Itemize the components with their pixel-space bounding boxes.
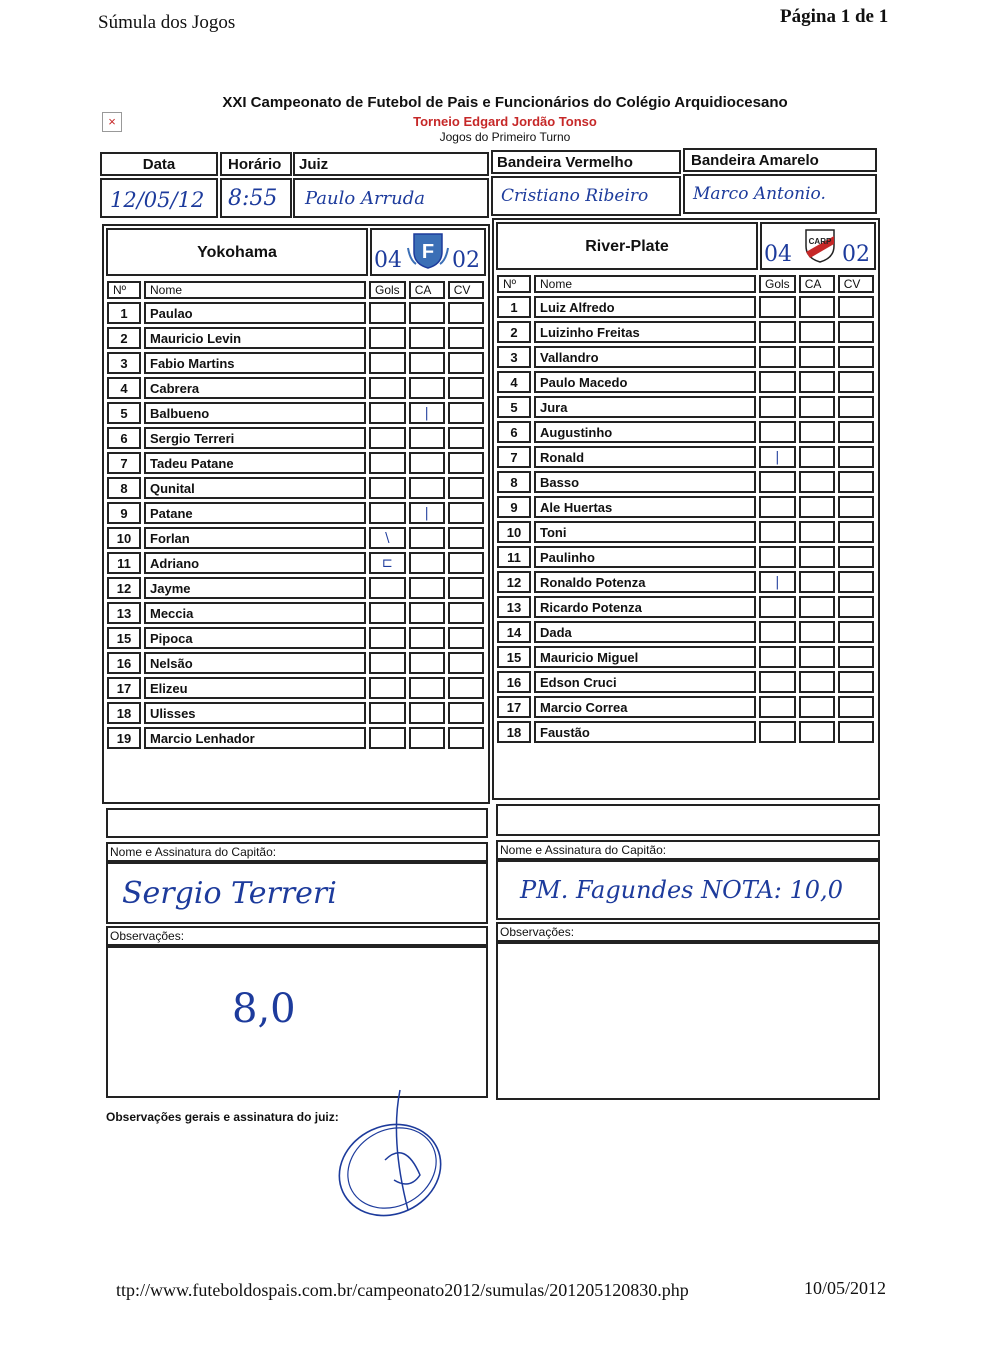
away-obs-label-cell	[496, 922, 880, 942]
red-card-cell	[838, 346, 874, 368]
red-card-cell	[838, 721, 874, 743]
player-number: 5	[497, 396, 531, 418]
table-row	[107, 552, 484, 574]
player-number: 2	[107, 327, 141, 349]
player-name: Augustinho	[534, 421, 756, 443]
table-row	[107, 652, 484, 674]
table-row	[497, 646, 874, 668]
col-goals: Gols	[759, 275, 796, 293]
table-row	[497, 396, 874, 418]
player-name: Ronald	[534, 446, 756, 468]
red-card-cell	[838, 421, 874, 443]
table-row	[107, 627, 484, 649]
red-flag-value-cell	[491, 176, 681, 216]
table-row	[497, 496, 874, 518]
table-row	[107, 402, 484, 424]
goals-cell	[759, 546, 796, 568]
player-name: Edson Cruci	[534, 671, 756, 693]
goals-cell	[369, 577, 406, 599]
home-team-name: Yokohama	[197, 244, 277, 261]
player-number: 12	[107, 577, 141, 599]
red-card-cell	[448, 302, 484, 324]
goals-cell	[759, 646, 796, 668]
goals-cell	[759, 421, 796, 443]
goals-cell	[759, 296, 796, 318]
player-number: 16	[107, 652, 141, 674]
table-row	[107, 452, 484, 474]
goals-cell	[369, 702, 406, 724]
goals-cell: ⊏	[369, 552, 406, 574]
player-name: Adriano	[144, 552, 366, 574]
col-ca: CA	[409, 281, 445, 299]
goals-cell: |	[759, 446, 796, 468]
red-card-cell	[448, 652, 484, 674]
red-card-cell	[838, 671, 874, 693]
table-row	[497, 671, 874, 693]
red-card-cell	[838, 621, 874, 643]
yellow-card-cell	[409, 352, 445, 374]
away-captain-signature-cell	[496, 860, 880, 920]
date-value-cell	[100, 178, 218, 218]
table-row	[497, 471, 874, 493]
player-name: Vallandro	[534, 346, 756, 368]
player-name: Dada	[534, 621, 756, 643]
yellow-card-cell	[409, 377, 445, 399]
player-number: 18	[497, 721, 531, 743]
away-score-cell	[760, 222, 876, 270]
red-card-cell	[838, 571, 874, 593]
yellow-card-cell: |	[409, 502, 445, 524]
yellow-card-cell	[409, 427, 445, 449]
player-name: Luizinho Freitas	[534, 321, 756, 343]
home-obs-value: 8,0	[232, 986, 296, 1032]
away-captain-signature: PM. Fagundes NOTA: 10,0	[520, 876, 843, 904]
table-row	[107, 477, 484, 499]
red-card-cell	[448, 427, 484, 449]
date-label-cell	[100, 152, 218, 176]
red-card-cell	[448, 327, 484, 349]
yellow-card-cell	[799, 321, 835, 343]
away-obs-cell	[496, 942, 880, 1100]
red-card-cell	[448, 502, 484, 524]
red-card-cell	[838, 521, 874, 543]
col-num: Nº	[107, 281, 141, 299]
table-row	[497, 621, 874, 643]
home-captain-label: Nome e Assinatura do Capitão:	[110, 845, 277, 859]
player-number: 14	[497, 621, 531, 643]
red-card-cell	[448, 527, 484, 549]
goals-cell	[369, 477, 406, 499]
goals-cell	[759, 721, 796, 743]
away-score-left: 04	[764, 242, 792, 267]
player-name: Ronaldo Potenza	[534, 571, 756, 593]
time-label: Horário	[228, 156, 282, 173]
table-row	[107, 727, 484, 749]
red-card-cell	[448, 702, 484, 724]
yellow-card-cell	[799, 646, 835, 668]
svg-text:CARP: CARP	[808, 237, 832, 246]
table-row	[107, 677, 484, 699]
goals-cell	[369, 627, 406, 649]
away-captain-label: Nome e Assinatura do Capitão:	[500, 843, 667, 857]
referee-label-cell	[293, 152, 489, 176]
player-name: Marcio Lenhador	[144, 727, 366, 749]
tournament-title: Torneio Edgard Jordão Tonso	[413, 114, 597, 129]
player-number: 13	[497, 596, 531, 618]
table-row	[107, 577, 484, 599]
player-number: 16	[497, 671, 531, 693]
player-number: 8	[497, 471, 531, 493]
yellow-card-cell	[409, 602, 445, 624]
player-name: Elizeu	[144, 677, 366, 699]
col-cv: CV	[838, 275, 874, 293]
red-card-cell	[448, 352, 484, 374]
yellow-card-cell	[409, 527, 445, 549]
table-row	[107, 377, 484, 399]
red-card-cell	[448, 602, 484, 624]
player-number: 2	[497, 321, 531, 343]
yellow-card-cell	[409, 302, 445, 324]
player-number: 1	[497, 296, 531, 318]
goals-cell	[759, 371, 796, 393]
yellow-card-cell: |	[409, 402, 445, 424]
yellow-card-cell	[799, 571, 835, 593]
player-number: 4	[497, 371, 531, 393]
away-table-header	[497, 275, 874, 293]
goals-cell	[759, 521, 796, 543]
referee-value-cell	[293, 178, 489, 218]
red-card-cell	[448, 727, 484, 749]
yellow-flag-value-cell	[683, 174, 877, 214]
time-value-cell	[220, 178, 292, 218]
goals-cell	[369, 602, 406, 624]
date-label: Data	[142, 156, 176, 173]
player-name: Mauricio Miguel	[534, 646, 756, 668]
player-number: 4	[107, 377, 141, 399]
player-name: Meccia	[144, 602, 366, 624]
player-name: Cabrera	[144, 377, 366, 399]
red-card-cell	[838, 371, 874, 393]
table-row	[107, 702, 484, 724]
home-score-left: 04	[374, 248, 402, 273]
championship-title: XXI Campeonato de Futebol de Pais e Funcionários do Colégio Arquidiocesano	[222, 94, 788, 111]
home-obs-cell	[106, 946, 488, 1098]
player-number: 12	[497, 571, 531, 593]
goals-cell	[369, 452, 406, 474]
player-name: Paulao	[144, 302, 366, 324]
home-score-right: 02	[452, 248, 480, 273]
yellow-card-cell	[409, 327, 445, 349]
goals-cell	[369, 427, 406, 449]
col-cv: CV	[448, 281, 484, 299]
player-number: 11	[107, 552, 141, 574]
player-name: Patane	[144, 502, 366, 524]
svg-text:F: F	[421, 241, 435, 263]
player-number: 1	[107, 302, 141, 324]
yellow-card-cell	[409, 552, 445, 574]
away-players-table	[494, 272, 877, 746]
red-card-cell	[838, 596, 874, 618]
yellow-card-cell	[799, 696, 835, 718]
river-plate-crest-icon	[802, 226, 838, 264]
player-number: 15	[497, 646, 531, 668]
goals-cell	[369, 402, 406, 424]
player-name: Mauricio Levin	[144, 327, 366, 349]
home-obs-label-cell	[106, 926, 488, 946]
home-players-table	[104, 278, 487, 752]
player-number: 18	[107, 702, 141, 724]
time-label-cell	[220, 152, 292, 176]
table-row	[107, 327, 484, 349]
yellow-card-cell	[799, 721, 835, 743]
player-number: 13	[107, 602, 141, 624]
goals-cell: |	[759, 571, 796, 593]
player-name: Paulo Macedo	[534, 371, 756, 393]
goals-cell	[369, 302, 406, 324]
table-row	[497, 521, 874, 543]
home-captain-signature-cell	[106, 862, 488, 924]
player-name: Pipoca	[144, 627, 366, 649]
round-title: Jogos do Primeiro Turno	[439, 130, 571, 144]
player-number: 8	[107, 477, 141, 499]
col-name: Nome	[534, 275, 756, 293]
home-captain-label-cell	[106, 842, 488, 862]
player-name: Faustão	[534, 721, 756, 743]
yellow-card-cell	[799, 496, 835, 518]
referee-label: Juiz	[299, 156, 329, 173]
red-card-cell	[838, 696, 874, 718]
red-card-cell	[838, 646, 874, 668]
red-card-cell	[448, 552, 484, 574]
col-goals: Gols	[369, 281, 406, 299]
yellow-card-cell	[409, 577, 445, 599]
player-name: Jayme	[144, 577, 366, 599]
table-row	[107, 352, 484, 374]
player-name: Basso	[534, 471, 756, 493]
goals-cell	[759, 671, 796, 693]
red-card-cell	[838, 446, 874, 468]
player-number: 17	[497, 696, 531, 718]
print-date: 10/05/2012	[804, 1278, 887, 1298]
yellow-card-cell	[799, 521, 835, 543]
table-row	[497, 346, 874, 368]
home-score-cell	[370, 228, 486, 276]
away-obs-label: Observações:	[500, 925, 575, 939]
red-card-cell	[838, 496, 874, 518]
player-number: 9	[107, 502, 141, 524]
player-name: Marcio Correa	[534, 696, 756, 718]
player-name: Ricardo Potenza	[534, 596, 756, 618]
referee-value: Paulo Arruda	[305, 188, 425, 209]
player-name: Tadeu Patane	[144, 452, 366, 474]
player-number: 9	[497, 496, 531, 518]
away-score-right: 02	[842, 242, 870, 267]
table-row	[107, 502, 484, 524]
player-name: Fabio Martins	[144, 352, 366, 374]
player-number: 3	[107, 352, 141, 374]
home-obs-label: Observações:	[110, 929, 185, 943]
player-number: 19	[107, 727, 141, 749]
player-name: Ale Huertas	[534, 496, 756, 518]
col-name: Nome	[144, 281, 366, 299]
table-row	[497, 421, 874, 443]
red-flag-label-cell	[491, 150, 681, 174]
red-card-cell	[838, 471, 874, 493]
table-row	[497, 371, 874, 393]
player-name: Balbueno	[144, 402, 366, 424]
player-name: Nelsão	[144, 652, 366, 674]
goals-cell	[759, 596, 796, 618]
player-number: 11	[497, 546, 531, 568]
goals-cell	[369, 377, 406, 399]
goals-cell	[369, 652, 406, 674]
away-blank-row	[496, 804, 880, 836]
home-team-name-cell	[106, 228, 368, 276]
player-number: 10	[107, 527, 141, 549]
table-row	[497, 296, 874, 318]
table-row	[497, 321, 874, 343]
player-name: Sergio Terreri	[144, 427, 366, 449]
table-row	[497, 446, 874, 468]
red-card-cell	[838, 396, 874, 418]
table-row	[497, 596, 874, 618]
player-number: 3	[497, 346, 531, 368]
player-number: 6	[497, 421, 531, 443]
red-card-cell	[448, 377, 484, 399]
player-number: 10	[497, 521, 531, 543]
yellow-card-cell	[409, 702, 445, 724]
player-name: Qunital	[144, 477, 366, 499]
yellow-card-cell	[799, 296, 835, 318]
player-number: 5	[107, 402, 141, 424]
yellow-card-cell	[799, 671, 835, 693]
yellow-card-cell	[409, 477, 445, 499]
team-crest-icon	[406, 230, 450, 270]
home-blank-row	[106, 808, 488, 838]
yellow-card-cell	[799, 446, 835, 468]
yellow-flag-value: Marco Antonio.	[693, 184, 826, 204]
red-flag-label: Bandeira Vermelho	[497, 154, 633, 171]
referee-signature	[330, 1080, 470, 1230]
yellow-card-cell	[799, 421, 835, 443]
yellow-card-cell	[799, 596, 835, 618]
red-card-cell	[448, 402, 484, 424]
yellow-card-cell	[409, 652, 445, 674]
red-card-cell	[838, 546, 874, 568]
player-number: 17	[107, 677, 141, 699]
player-number: 6	[107, 427, 141, 449]
table-row	[497, 696, 874, 718]
home-table-header	[107, 281, 484, 299]
red-flag-value: Cristiano Ribeiro	[501, 186, 649, 206]
goals-cell	[369, 727, 406, 749]
col-ca: CA	[799, 275, 835, 293]
yellow-card-cell	[799, 471, 835, 493]
goals-cell	[369, 327, 406, 349]
yellow-card-cell	[799, 396, 835, 418]
col-num: Nº	[497, 275, 531, 293]
yellow-card-cell	[799, 546, 835, 568]
yellow-card-cell	[799, 371, 835, 393]
player-name: Ulisses	[144, 702, 366, 724]
red-card-cell	[448, 677, 484, 699]
player-name: Paulinho	[534, 546, 756, 568]
goals-cell	[369, 352, 406, 374]
red-card-cell	[448, 452, 484, 474]
red-card-cell	[448, 477, 484, 499]
away-captain-label-cell	[496, 840, 880, 860]
source-url: ttp://www.futeboldospais.com.br/campeonato2012/sumulas/201205120830.php	[116, 1280, 689, 1300]
yellow-card-cell	[799, 621, 835, 643]
goals-cell	[759, 621, 796, 643]
yellow-flag-label-cell	[683, 148, 877, 172]
yellow-card-cell	[799, 346, 835, 368]
red-card-cell	[838, 321, 874, 343]
yellow-card-cell	[409, 727, 445, 749]
home-captain-signature: Sergio Terreri	[122, 876, 337, 911]
goals-cell	[759, 696, 796, 718]
table-row	[497, 571, 874, 593]
red-card-cell	[448, 627, 484, 649]
goals-cell	[759, 496, 796, 518]
time-value: 8:55	[228, 186, 278, 211]
table-row	[497, 546, 874, 568]
referee-obs-label: Observações gerais e assinatura do juiz:	[106, 1110, 339, 1124]
goals-cell	[759, 321, 796, 343]
player-name: Forlan	[144, 527, 366, 549]
goals-cell	[369, 677, 406, 699]
close-icon: ×	[102, 112, 122, 132]
goals-cell	[369, 502, 406, 524]
away-team-name: River-Plate	[585, 238, 669, 255]
away-team-name-cell	[496, 222, 758, 270]
red-card-cell	[838, 296, 874, 318]
red-card-cell	[448, 577, 484, 599]
page-indicator: Página 1 de 1	[780, 6, 889, 27]
table-row	[107, 602, 484, 624]
goals-cell	[759, 471, 796, 493]
document-title: Súmula dos Jogos	[98, 12, 236, 33]
table-row	[107, 527, 484, 549]
table-row	[107, 302, 484, 324]
table-row	[107, 427, 484, 449]
yellow-card-cell	[409, 677, 445, 699]
player-number: 7	[107, 452, 141, 474]
player-number: 7	[497, 446, 531, 468]
date-value: 12/05/12	[110, 188, 205, 212]
player-name: Toni	[534, 521, 756, 543]
yellow-card-cell	[409, 452, 445, 474]
yellow-flag-label: Bandeira Amarelo	[691, 152, 819, 169]
goals-cell	[759, 346, 796, 368]
player-name: Jura	[534, 396, 756, 418]
table-row	[497, 721, 874, 743]
yellow-card-cell	[409, 627, 445, 649]
player-name: Luiz Alfredo	[534, 296, 756, 318]
goals-cell	[759, 396, 796, 418]
goals-cell: \	[369, 527, 406, 549]
player-number: 15	[107, 627, 141, 649]
